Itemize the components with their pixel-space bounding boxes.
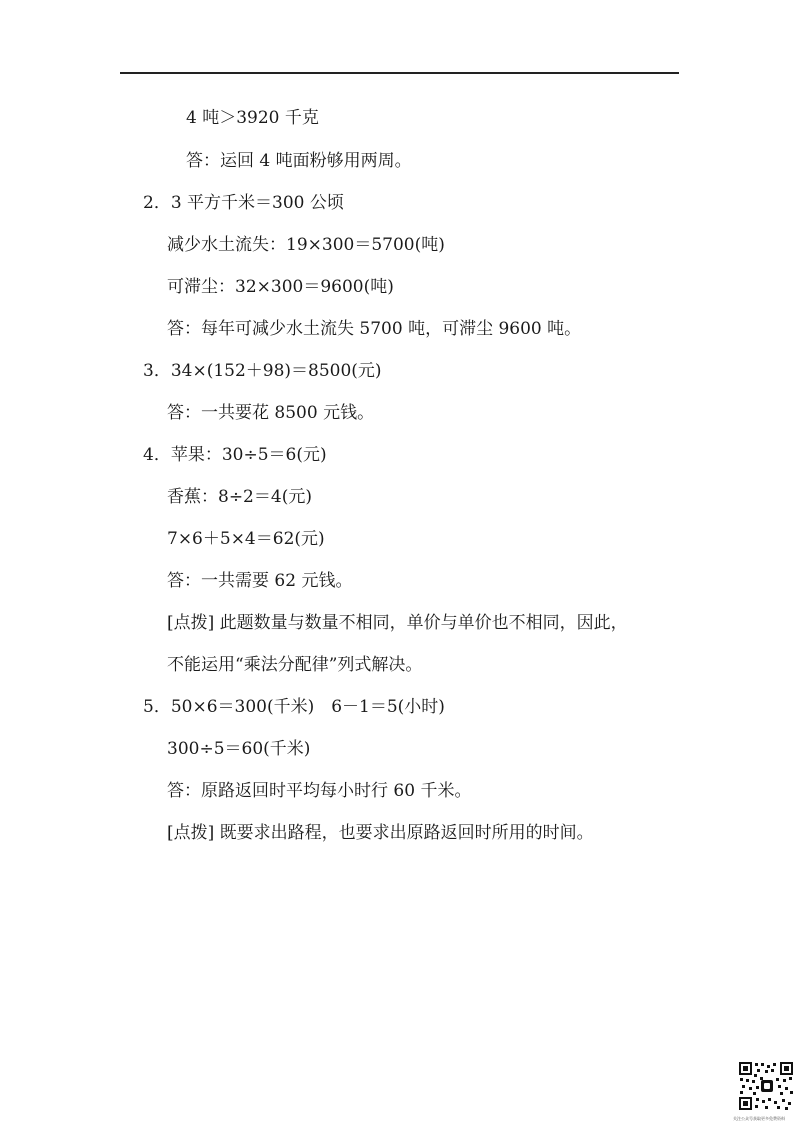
qr-caption: 关注公众号获取更多免费资料 xyxy=(733,1116,785,1121)
answer-line-2-soil: 减少水土流失：19×300＝5700(吨) xyxy=(167,235,445,255)
question-4-heading: 4．苹果：30÷5＝6(元) xyxy=(143,445,327,465)
answer-line-2-dust: 可滞尘：32×300＝9600(吨) xyxy=(167,277,394,297)
question-2-heading: 2．3 平方千米＝300 公顷 xyxy=(143,193,344,213)
answer-line-4-total: 7×6＋5×4＝62(元) xyxy=(167,529,325,549)
answer-line-1-conclusion: 4 吨＞3920 千克 xyxy=(186,108,319,128)
header-rule xyxy=(120,72,679,74)
answer-line-1-answer: 答：运回 4 吨面粉够用两周。 xyxy=(186,151,412,171)
hint-5-line-1: [点拨] 既要求出路程，也要求出原路返回时所用的时间。 xyxy=(167,823,594,843)
hint-4-line-1: [点拨] 此题数量与数量不相同，单价与单价也不相同，因此， xyxy=(167,613,628,633)
answer-line-4-banana: 香蕉：8÷2＝4(元) xyxy=(167,487,312,507)
question-5-heading: 5．50×6＝300(千米) 6－1＝5(小时) xyxy=(143,697,445,717)
answer-line-5-answer: 答：原路返回时平均每小时行 60 千米。 xyxy=(167,781,472,801)
qr-code-icon[interactable] xyxy=(738,1061,794,1111)
hint-4-line-2: 不能运用“乘法分配律”列式解决。 xyxy=(167,655,423,675)
answer-line-5-speed: 300÷5＝60(千米) xyxy=(167,739,311,759)
question-3-heading: 3．34×(152＋98)＝8500(元) xyxy=(143,361,382,381)
answer-line-3-answer: 答：一共要花 8500 元钱。 xyxy=(167,403,375,423)
answer-line-2-answer: 答：每年可减少水土流失 5700 吨，可滞尘 9600 吨。 xyxy=(167,319,582,339)
answer-line-4-answer: 答：一共需要 62 元钱。 xyxy=(167,571,353,591)
